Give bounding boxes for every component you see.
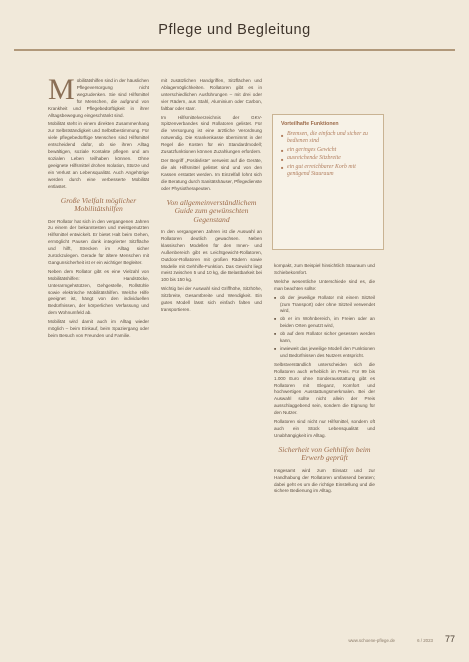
body-paragraph: Selbstverständlich unterscheiden sich die Rollatoren auch erheblich im Preis. Für 99 bis 1.000 Euro ohne Sonderausstattung gibt es Rollatoren mit Eleganz, Komfort und hochwertigen Ausstattungsmerkmalen. Bei der Auswahl sollte nicht allein der Preis ausschlaggebend sein, sondern die Eignung für den Nutzer. [274,361,375,416]
body-paragraph: Mobilität steht in einem direkten Zusammenhang zur Selbstständigkeit und Selbstbestimmung. Für viele pflegebedürftige Menschen sind Hilfsmittel entscheidend dafür, ob sie ihren Alltag bewältigen, soziale Kontakte pflegen und am sozialen Leben teilhaben können. Ohne geeignete Hilfsmittel drohen Isolation, Stürze und ein Verlust an Lebensqualität. Auch Angehörige werden durch eine verbesserte Mobilität entlastet. [48,121,149,189]
info-box-item: ■ ein geringes Gewicht [281,147,375,154]
body-paragraph: kompakt, zum Beispiel hinsichtlich Stauraum und Schiebekomfort. [274,263,375,275]
bullet-item: ■ ob der jeweilige Rollator mit einem Sitzteil (zum Transport) oder ohne Sitzteil verwendet wird, [274,295,375,316]
footer-issue: 6 / 2023 [417,638,433,643]
info-box-item: ■ Bremsen, die einfach und sicher zu bedienen sind [281,131,375,146]
article-column-2 [161,78,262,628]
body-paragraph: Insgesamt wird zum Einsatz und zur Handhabung der Rollatoren umfassend beraten; dabei geht es um die richtige Einstellung und die sichere Bedienung im Alltag. [274,467,375,494]
body-paragraph: Neben dem Rollator gibt es eine Vielzahl von Mobilitätshilfen: Handstöcke, Unterarmgehstützen, Gehgestelle, Rollstühle sowie elektrische Mobilitätshilfen. Welche Hilfe geeignet ist, hängt von den individuellen Bedürfnissen, der körperlichen Verfassung und dem Wohnumfeld ab. [48,268,149,316]
article-column-1 [48,78,149,618]
body-paragraph: Im Hilfsmittelverzeichnis der GKV-Spitzenverbandes sind Rollatoren gelistet. Für die Versorgung ist eine ärztliche Verordnung notwendig. Die Krankenkasse übernimmt in der Regel die Kosten für ein Standardmodell; Zusatzfunktionen können Zuzahlungen erfordern. [161,114,262,155]
body-paragraph: Mobilität wird damit auch im Alltag wieder möglich – beim Einkauf, beim Spaziergang oder beim Besuch von Freunden und Familie. [48,319,149,338]
body-paragraph: In den vergangenen Jahren ist die Auswahl an Rollatoren deutlich gewachsen. Neben klassischen Modellen für den Innen- und Außenbereich gibt es Leichtgewicht-Rollatoren, Outdoor-Rollatoren mit großen Rädern sowie Modelle mit Gehhilfe-Funktion. Das Gewicht liegt meist zwischen 5 und 10 kg, die Belastbarkeit bei 100 bis 150 kg. [161,229,262,283]
info-box-title: Vorteilhafte Funktionen [281,121,339,127]
headline-rule [14,49,455,51]
body-paragraph: Welche wesentliche Unterschiede sind es, die man beachten sollte: [274,278,375,291]
bullet-item: ■ ob auf dem Rollator sicher gesessen werden kann, [274,331,375,345]
footer-url: www.schoene-pflege.de [348,638,395,643]
bullet-item: ■ inwieweit das jeweilige Modell den Funktionen und Bedürfnissen des Nutzers entspricht. [274,346,375,360]
bullet-list [274,295,375,360]
article-column-3 [274,263,375,633]
intro-paragraph [48,78,149,119]
info-box-item: ■ ein gut erreichbarer Korb mit genügend Stauraum [281,164,375,179]
info-box-list [281,131,375,178]
body-paragraph: mit zusätzlichen Handgriffen, Sitzflächen und Ablagemöglichkeiten. Rollatoren gibt es in unterschiedlichen Ausführungen – mit drei oder vier Rädern, aus Stahl, Aluminium oder Carbon, faltbar oder starr. [161,78,262,111]
body-paragraph: Der Rollator hat sich in den vergangenen Jahren zu einem der bekanntesten und meistgenutzten Hilfsmittel entwickelt. Er bietet Halt beim Gehen, ermöglicht Pausen dank integrierter Sitzfläche und hilft, Strecken im Alltag sicher zurückzulegen. Gerade für ältere Menschen mit Gangunsicherheit ist er ein wichtiger Begleiter. [48,218,149,265]
drop-cap: M [48,78,75,106]
page-number: 77 [444,634,455,644]
body-paragraph: Wichtig bei der Auswahl sind Griffhöhe, Sitzhöhe, Sitzbreite, Gesamtbreite und Wendigkeit. Ein gutes Modell lässt sich einfach falten und transportieren. [161,286,262,312]
body-paragraph: Der Begriff „Positivliste“ verweist auf die Geräte, die als Hilfsmittel gelistet sind und von den Kassen erstattet werden. Im Einzelfall lohnt sich die Beratung durch Sanitätshäuser, Pflegedienste oder Physiotherapeuten. [161,157,262,191]
section-subhead: Große Vielfalt möglicher Mobilitätshilfen [60,195,137,213]
page-footer [48,636,455,646]
page-headline: Pflege und Begleitung [158,22,311,38]
body-paragraph: Rollatoren sind nicht nur Hilfsmittel, sondern oft auch ein Stück Lebensqualität und Unabhängigkeit im Alltag. [274,419,375,438]
section-subhead: Sicherheit von Gehhilfen beim Erwerb geprüft [278,444,371,463]
bullet-item: ■ ob er im Wohnbereich, im Freien oder an beiden Orten genutzt wird, [274,316,375,330]
info-box-item: ■ ausreichende Sitzbreite [281,155,375,162]
intro-text: obilitätshilfen sind in der häuslichen Pflegeversorgung nicht wegzudenken. Sie sind Hilfsmittel für Menschen, die aufgrund von Krankheit und Pflegebedürftigkeit in ihrer Alltagsbewegung eingeschränkt sind. [48,78,149,118]
section-subhead: Von allgemeinverständlichem Guide zum gewünschten Gegenstand [166,197,257,224]
info-box [272,114,384,250]
